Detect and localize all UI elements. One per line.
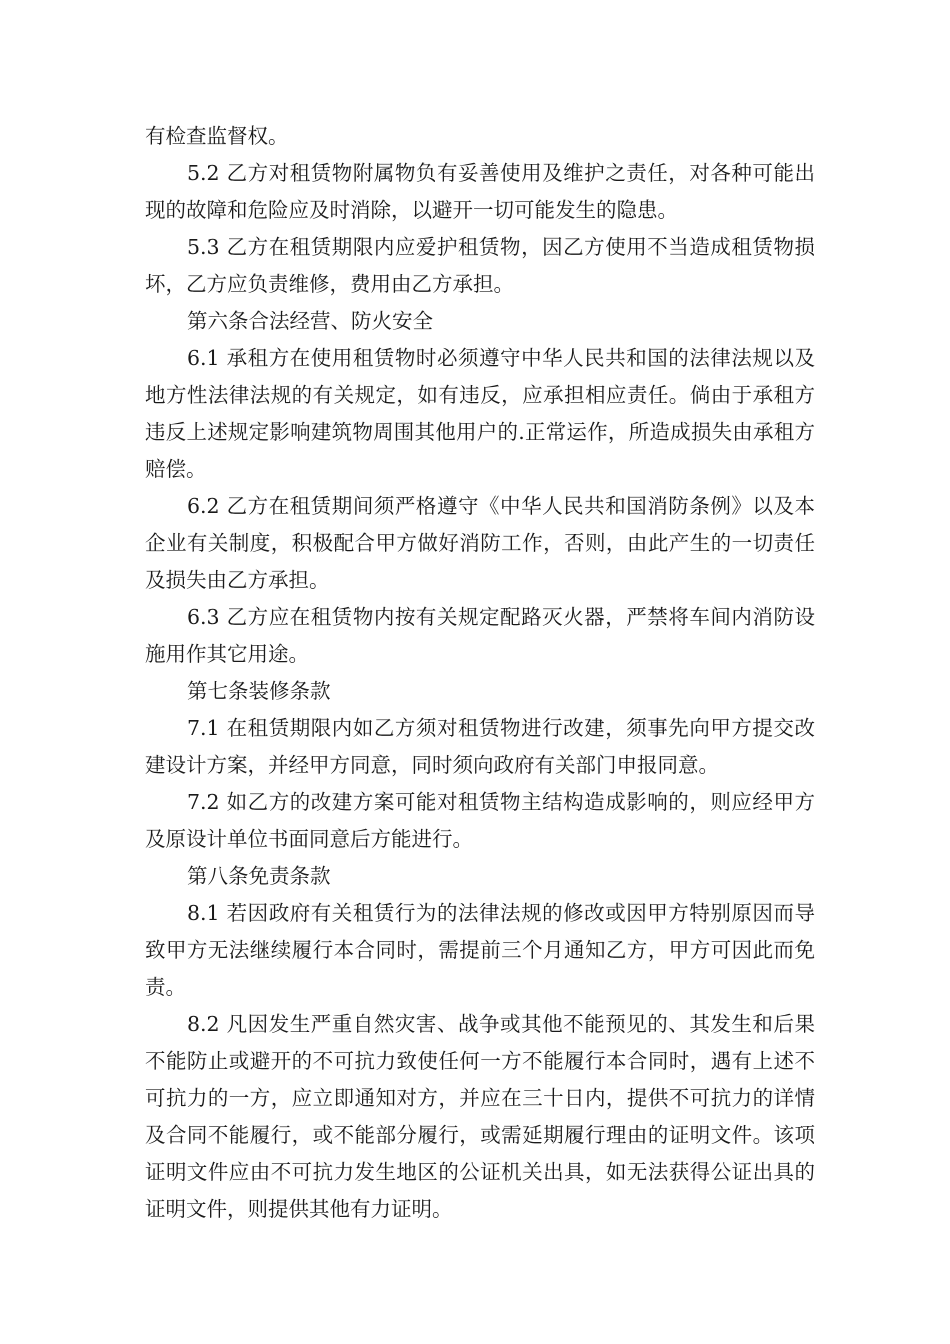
paragraph-clause-6-1: 6.1 承租方在使用租赁物时必须遵守中华人民共和国的法律法规以及地方性法律法规的有关规定，如有违反，应承担相应责任。倘由于承租方违反上述规定影响建筑物周围其他用户的.正常运作，所造成损失由承租方赔偿。 <box>145 346 815 481</box>
section-heading-article-6: 第六条合法经营、防火安全 <box>187 309 433 333</box>
section-heading-article-8: 第八条免责条款 <box>187 864 331 888</box>
paragraph-clause-7-1: 7.1 在租赁期限内如乙方须对租赁物进行改建，须事先向甲方提交改建设计方案，并经甲方同意，同时须向政府有关部门申报同意。 <box>145 716 815 777</box>
paragraph-clause-5-2: 5.2 乙方对租赁物附属物负有妥善使用及维护之责任，对各种可能出现的故障和危险应及时消除，以避开一切可能发生的隐患。 <box>145 161 815 222</box>
document-body <box>145 118 815 1228</box>
paragraph-clause-7-2: 7.2 如乙方的改建方案可能对租赁物主结构造成影响的，则应经甲方及原设计单位书面同意后方能进行。 <box>145 790 815 851</box>
paragraph-clause-5-3: 5.3 乙方在租赁期限内应爱护租赁物，因乙方使用不当造成租赁物损坏，乙方应负责维修，费用由乙方承担。 <box>145 235 815 296</box>
paragraph-clause-8-2: 8.2 凡因发生严重自然灾害、战争或其他不能预见的、其发生和后果不能防止或避开的不可抗力致使任何一方不能履行本合同时，遇有上述不可抗力的一方，应立即通知对方，并应在三十日内，提供不可抗力的详情及合同不能履行，或不能部分履行，或需延期履行理由的证明文件。该项证明文件应由不可抗力发生地区的公证机关出具，如无法获得公证出具的证明文件，则提供其他有力证明。 <box>145 1012 815 1221</box>
section-heading-article-7: 第七条装修条款 <box>187 679 331 703</box>
paragraph-clause-8-1: 8.1 若因政府有关租赁行为的法律法规的修改或因甲方特别原因而导致甲方无法继续履行本合同时，需提前三个月通知乙方，甲方可因此而免责。 <box>145 901 815 999</box>
paragraph-clause-6-3: 6.3 乙方应在租赁物内按有关规定配路灭火器，严禁将车间内消防设施用作其它用途。 <box>145 605 815 666</box>
paragraph-continuation: 有检查监督权。 <box>145 124 289 148</box>
paragraph-clause-6-2: 6.2 乙方在租赁期间须严格遵守《中华人民共和国消防条例》以及本企业有关制度，积极配合甲方做好消防工作，否则，由此产生的一切责任及损失由乙方承担。 <box>145 494 815 592</box>
